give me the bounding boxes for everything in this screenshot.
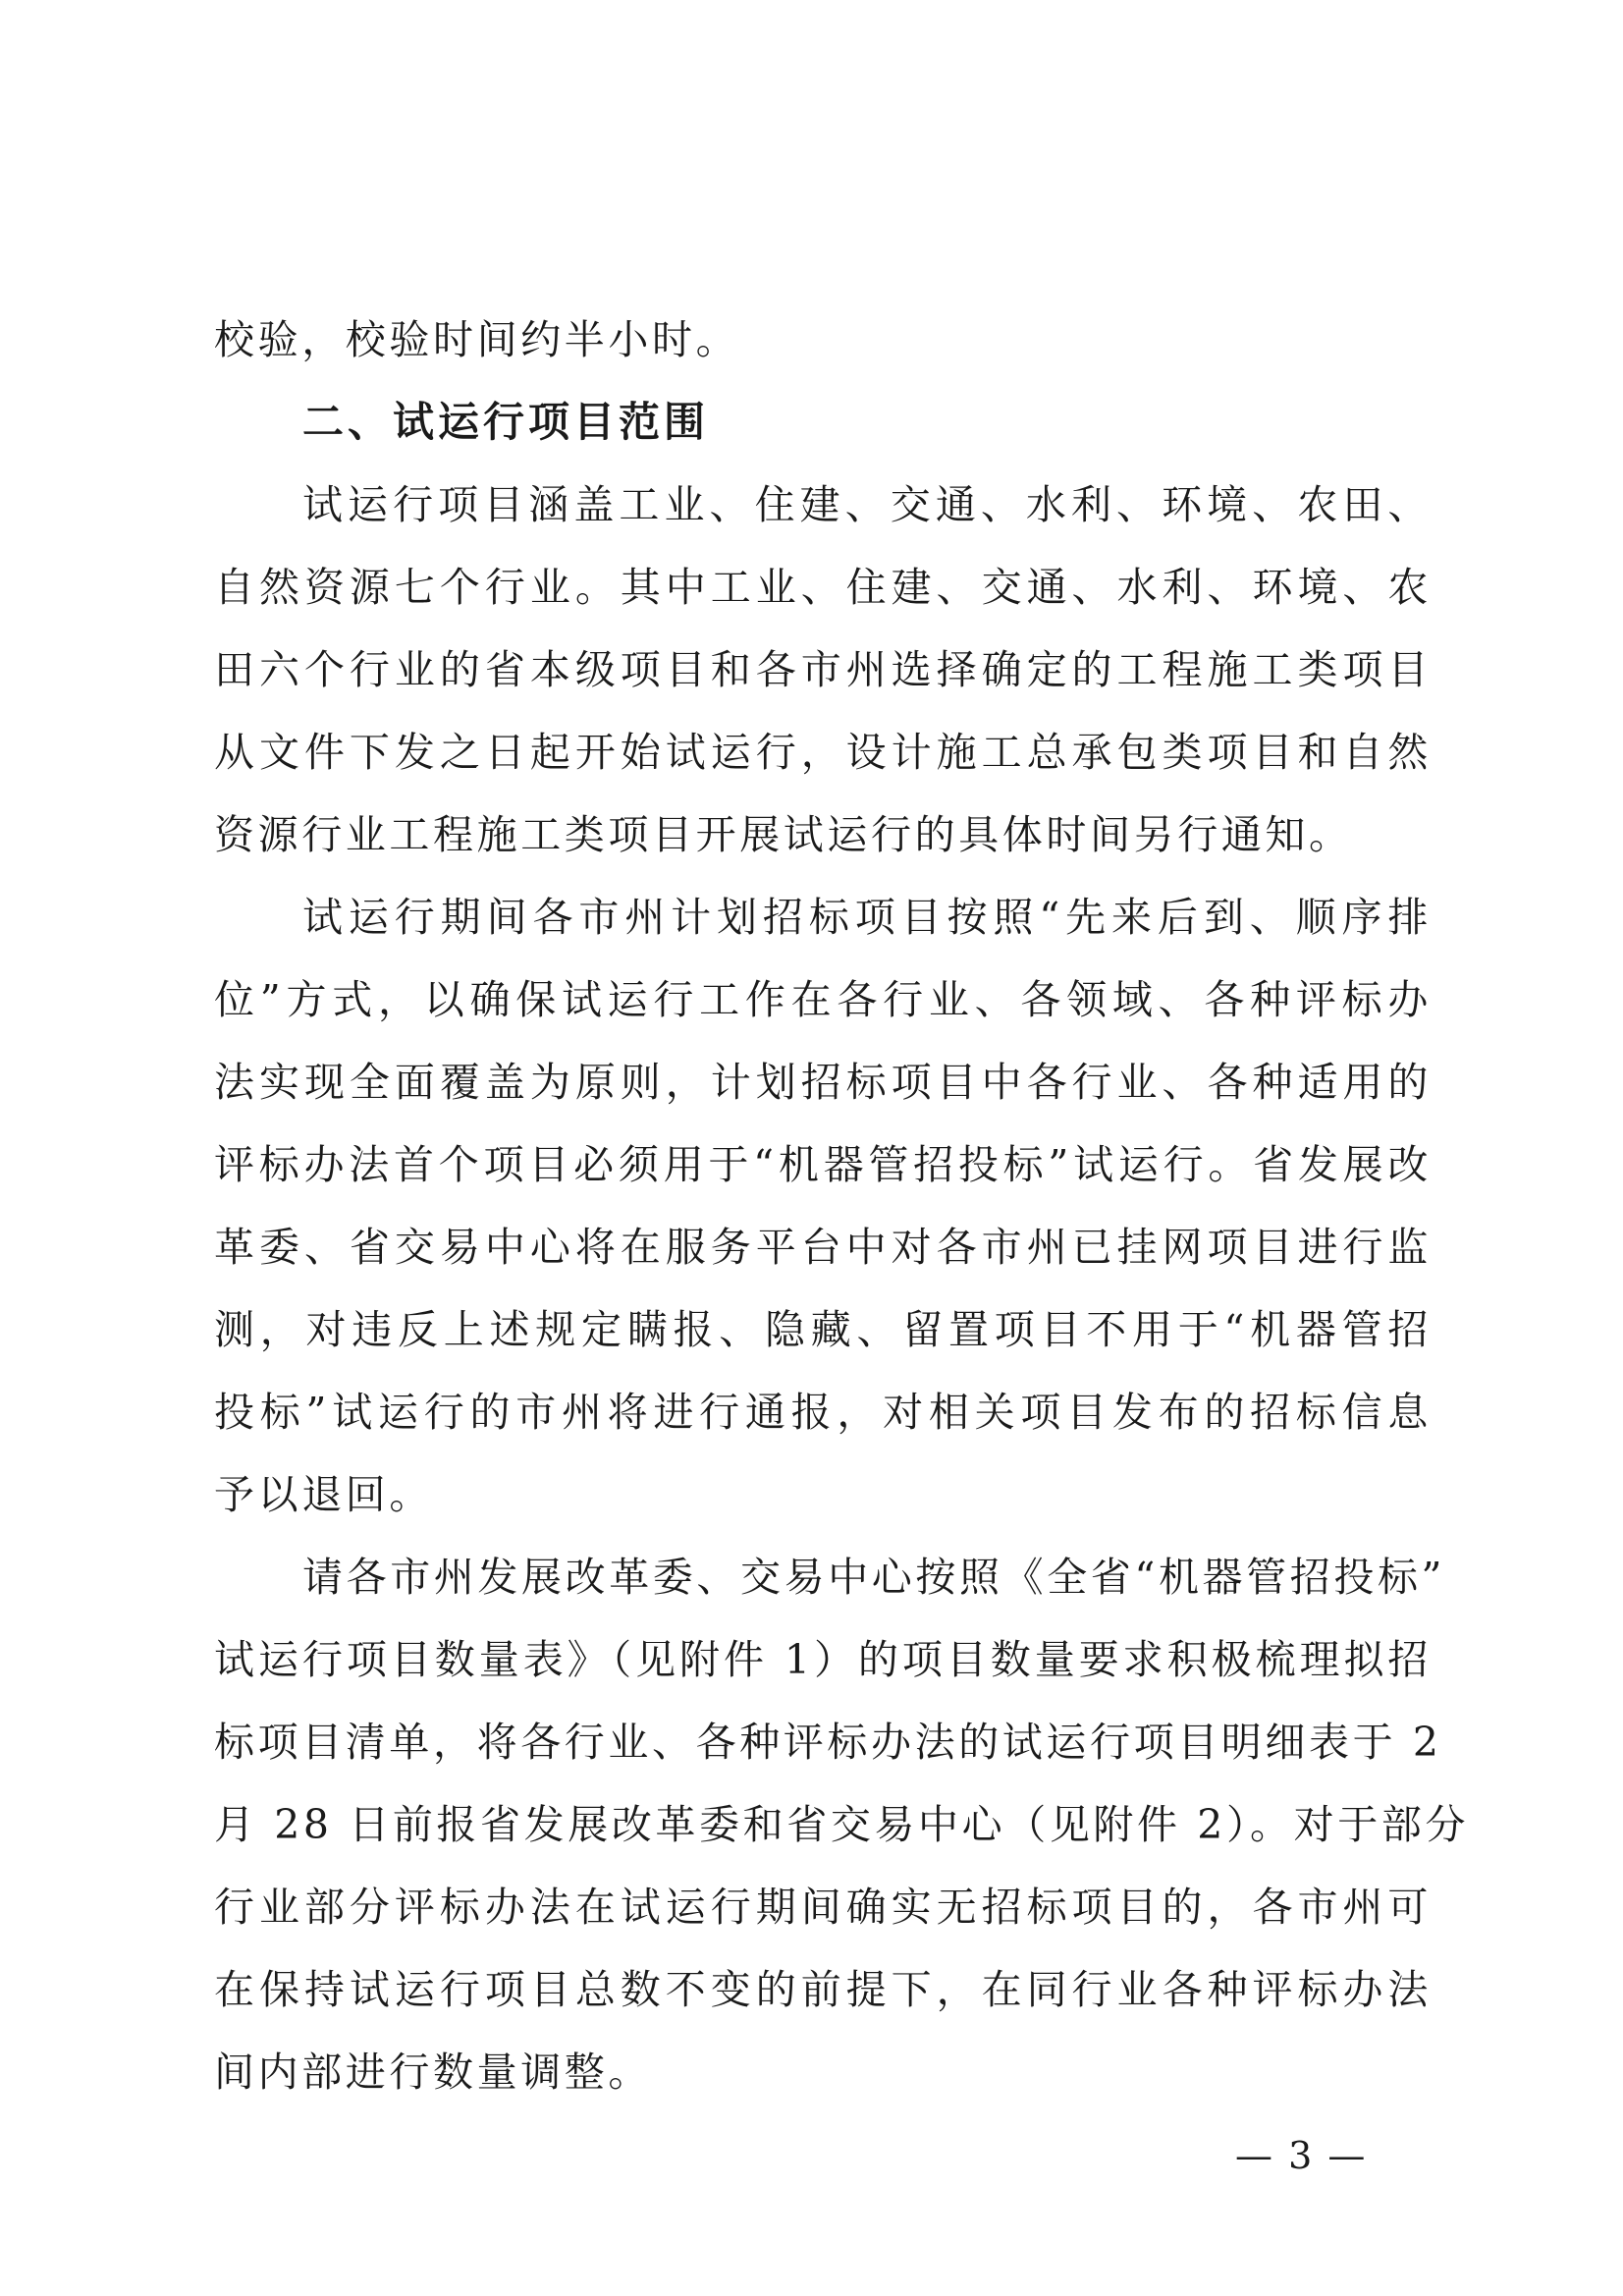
section-heading: 二、试运行项目范围 <box>302 398 710 446</box>
paragraph-line: 试运行期间各市州计划招标项目按照“先来后到、顺序排 <box>302 894 1432 941</box>
paragraph-line: 资源行业工程施工类项目开展试运行的具体时间另行通知。 <box>214 811 1353 858</box>
paragraph-line: 试运行项目数量表》（见附件 1）的项目数量要求积极梳理拟招 <box>214 1636 1432 1683</box>
paragraph-line: 位”方式，以确保试运行工作在各行业、各领域、各种评标办 <box>214 976 1432 1023</box>
paragraph-line: 间内部进行数量调整。 <box>214 2049 652 2096</box>
paragraph-line: 月 28 日前报省发展改革委和省交易中心（见附件 2）。对于部分 <box>214 1801 1470 1848</box>
paragraph-line: 投标”试运行的市州将进行通报，对相关项目发布的招标信息 <box>214 1389 1432 1436</box>
paragraph-line: 评标办法首个项目必须用于“机器管招投标”试运行。省发展改 <box>214 1141 1432 1188</box>
paragraph-line: 行业部分评标办法在试运行期间确实无招标项目的，各市州可 <box>214 1884 1432 1931</box>
paragraph-line: 标项目清单，将各行业、各种评标办法的试运行项目明细表于 2 <box>214 1719 1442 1766</box>
paragraph-line: 校验，校验时间约半小时。 <box>214 316 740 363</box>
paragraph-line: 测，对违反上述规定瞒报、隐藏、留置项目不用于“机器管招 <box>214 1306 1432 1353</box>
paragraph-line: 从文件下发之日起开始试运行，设计施工总承包类项目和自然 <box>214 729 1432 776</box>
page-number: — 3 — <box>1235 2134 1368 2177</box>
paragraph-line: 予以退回。 <box>214 1471 433 1518</box>
paragraph-line: 法实现全面覆盖为原则，计划招标项目中各行业、各种适用的 <box>214 1059 1432 1106</box>
paragraph-line: 田六个行业的省本级项目和各市州选择确定的工程施工类项目 <box>214 646 1432 693</box>
paragraph-line: 革委、省交易中心将在服务平台中对各市州已挂网项目进行监 <box>214 1224 1432 1271</box>
paragraph-line: 在保持试运行项目总数不变的前提下，在同行业各种评标办法 <box>214 1966 1432 2013</box>
paragraph-line: 自然资源七个行业。其中工业、住建、交通、水利、环境、农 <box>214 564 1432 611</box>
paragraph-line: 请各市州发展改革委、交易中心按照《全省“机器管招投标” <box>302 1554 1446 1601</box>
paragraph-line: 试运行项目涵盖工业、住建、交通、水利、环境、农田、 <box>302 481 1432 528</box>
